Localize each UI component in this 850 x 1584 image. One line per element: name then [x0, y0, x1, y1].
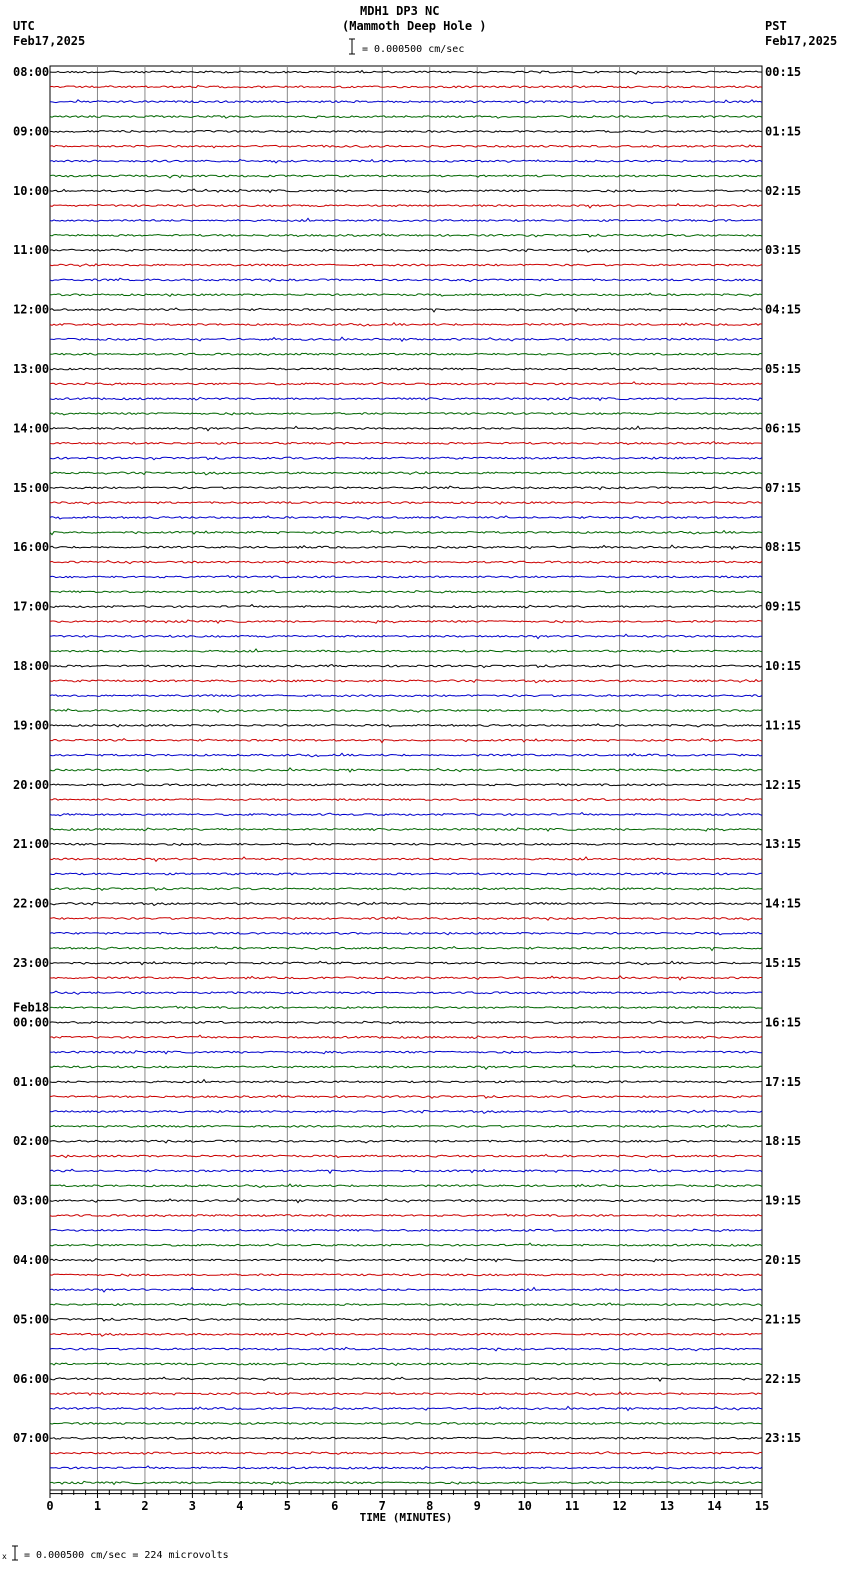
pst-hour-label: 10:15 — [765, 659, 802, 673]
x-tick-label: 9 — [473, 1499, 481, 1513]
trace-line — [50, 545, 762, 549]
pst-hour-label: 04:15 — [765, 302, 802, 317]
trace-line — [50, 442, 762, 445]
utc-hour-label: 08:00 — [13, 65, 50, 79]
trace-line — [50, 131, 762, 133]
time-axis — [46, 1490, 769, 1524]
pst-hour-label: 22:15 — [765, 1371, 802, 1386]
trace-line — [50, 368, 762, 370]
trace-line — [50, 353, 762, 356]
trace-line — [50, 961, 762, 965]
trace-line — [50, 888, 762, 891]
trace-line — [50, 264, 762, 267]
x-tick-label: 3 — [188, 1499, 197, 1513]
trace-line — [50, 1466, 762, 1469]
trace-line — [50, 1452, 762, 1455]
trace-line — [50, 1140, 762, 1143]
utc-hour-label: 03:00 — [13, 1193, 50, 1208]
date-change-label: Feb18 — [13, 1000, 50, 1015]
trace-line — [50, 799, 762, 801]
utc-hour-label: 02:00 — [13, 1134, 50, 1149]
x-tick-label: 14 — [707, 1499, 722, 1513]
pst-hour-label: 05:15 — [765, 362, 802, 376]
pst-hour-label: 12:15 — [765, 777, 802, 792]
utc-hour-label: 00:00 — [13, 1015, 50, 1030]
trace-line — [50, 857, 762, 861]
x-tick-label: 13 — [659, 1499, 675, 1513]
trace-line — [50, 308, 762, 312]
utc-hour-label: 19:00 — [13, 718, 50, 733]
x-tick-label: 2 — [141, 1499, 149, 1513]
x-tick-label: 7 — [378, 1499, 386, 1513]
trace-line — [50, 278, 762, 281]
pst-hour-label: 23:15 — [765, 1431, 802, 1446]
pst-hour-label: 00:15 — [765, 65, 802, 79]
trace-line — [50, 695, 762, 697]
x-tick-label: 6 — [331, 1499, 339, 1513]
pst-hour-label: 01:15 — [765, 124, 802, 139]
scale-legend: = 0.000500 cm/sec — [362, 44, 465, 55]
trace-line — [50, 1006, 762, 1008]
trace-line — [50, 590, 762, 593]
trace-line — [50, 502, 762, 505]
trace-line — [50, 323, 762, 326]
trace-line — [50, 145, 762, 148]
pst-hour-label: 14:15 — [765, 896, 802, 911]
trace-line — [50, 1080, 762, 1083]
pst-zone-label: PST — [765, 19, 787, 33]
pst-hour-label: 02:15 — [765, 183, 802, 198]
utc-hour-label: 12:00 — [13, 302, 50, 317]
trace-line — [50, 843, 762, 845]
trace-line — [50, 1274, 762, 1276]
trace-line — [50, 680, 762, 683]
pst-hour-label: 18:15 — [765, 1134, 802, 1149]
utc-hour-label: 07:00 — [13, 1431, 50, 1446]
utc-hour-label: 14:00 — [13, 421, 50, 436]
utc-hour-label: 10:00 — [13, 183, 50, 198]
trace-line — [50, 709, 762, 712]
trace-line — [50, 71, 762, 75]
trace-line — [50, 516, 762, 519]
trace-line — [50, 1125, 762, 1128]
utc-hour-label: 13:00 — [13, 362, 50, 376]
trace-line — [50, 1392, 762, 1395]
x-tick-label: 1 — [93, 1499, 102, 1513]
station-title: MDH1 DP3 NC — [360, 4, 440, 18]
utc-hour-label: 23:00 — [13, 956, 50, 970]
pst-date-label: Feb17,2025 — [765, 34, 838, 48]
trace-line — [50, 1318, 762, 1321]
trace-line — [50, 976, 762, 980]
trace-line — [50, 86, 762, 88]
trace-line — [50, 413, 762, 415]
utc-hour-label: 06:00 — [13, 1371, 50, 1386]
utc-hour-label: 04:00 — [13, 1253, 50, 1267]
trace-line — [50, 828, 762, 831]
x-axis-title: TIME (MINUTES) — [359, 1511, 453, 1524]
utc-hour-label: 18:00 — [13, 659, 50, 673]
trace-line — [50, 204, 762, 208]
trace-line — [50, 1288, 762, 1293]
trace-line — [50, 1095, 762, 1098]
trace-line — [50, 1347, 762, 1350]
trace-line — [50, 605, 762, 608]
trace-line — [50, 1035, 762, 1038]
trace-line — [50, 561, 762, 564]
trace-line — [50, 457, 762, 460]
pst-hour-label: 19:15 — [765, 1193, 802, 1208]
trace-line — [50, 1184, 762, 1187]
footer-scale-text: = 0.000500 cm/sec = 224 microvolts — [24, 1550, 229, 1561]
utc-hour-label: 01:00 — [13, 1074, 50, 1089]
trace-line — [50, 116, 762, 119]
utc-hour-label: 15:00 — [13, 480, 50, 495]
trace-line — [50, 1021, 762, 1024]
trace-line — [50, 531, 762, 535]
trace-line — [50, 397, 762, 400]
pst-hour-label: 09:15 — [765, 599, 802, 614]
pst-hour-label: 17:15 — [765, 1074, 802, 1089]
utc-hour-label: 20:00 — [13, 777, 50, 792]
trace-line — [50, 1229, 762, 1231]
trace-line — [50, 189, 762, 193]
trace-line — [50, 382, 762, 385]
x-tick-label: 4 — [236, 1499, 244, 1513]
station-location: (Mammoth Deep Hole ) — [342, 19, 487, 33]
trace-line — [50, 1259, 762, 1262]
x-tick-label: 12 — [612, 1499, 627, 1513]
trace-line — [50, 917, 762, 920]
utc-hour-label: 11:00 — [13, 243, 50, 258]
utc-hour-label: 17:00 — [13, 599, 50, 614]
trace-line — [50, 665, 762, 668]
utc-zone-label: UTC — [13, 19, 35, 33]
trace-line — [50, 991, 762, 994]
pst-hour-label: 11:15 — [765, 718, 802, 733]
trace-line — [50, 175, 762, 178]
trace-line — [50, 1303, 762, 1306]
trace-line — [50, 1243, 762, 1246]
x-tick-label: 0 — [46, 1499, 54, 1513]
trace-line — [50, 634, 762, 638]
trace-line — [50, 1406, 762, 1410]
utc-date-label: Feb17,2025 — [13, 34, 86, 48]
trace-line — [50, 160, 762, 163]
trace-line — [50, 1169, 762, 1173]
trace-line — [50, 1377, 762, 1381]
pst-hour-label: 21:15 — [765, 1312, 802, 1327]
trace-line — [50, 337, 762, 341]
trace-line — [50, 1363, 762, 1365]
trace-line — [50, 1422, 762, 1424]
trace-line — [50, 947, 762, 951]
trace-line — [50, 902, 762, 905]
trace-line — [50, 1437, 762, 1439]
trace-line — [50, 620, 762, 623]
trace-line — [50, 1065, 762, 1069]
trace-line — [50, 932, 762, 934]
trace-line — [50, 293, 762, 296]
trace-line — [50, 813, 762, 816]
trace-line — [50, 234, 762, 237]
x-tick-label: 15 — [754, 1499, 770, 1513]
utc-hour-label: 09:00 — [13, 124, 50, 139]
pst-hour-label: 08:15 — [765, 540, 802, 555]
x-tick-label: 11 — [564, 1499, 580, 1513]
trace-line — [50, 1199, 762, 1203]
trace-line — [50, 576, 762, 578]
trace-line — [50, 1051, 762, 1054]
pst-hour-label: 03:15 — [765, 243, 802, 258]
pst-hour-label: 13:15 — [765, 837, 802, 852]
trace-line — [50, 872, 762, 875]
trace-line — [50, 1110, 762, 1113]
utc-hour-label: 22:00 — [13, 896, 50, 911]
trace-line — [50, 100, 762, 104]
trace-line — [50, 753, 762, 757]
pst-hour-label: 06:15 — [765, 421, 802, 436]
utc-hour-label: 16:00 — [13, 540, 50, 555]
trace-line — [50, 1154, 762, 1157]
pst-hour-label: 20:15 — [765, 1253, 802, 1267]
pst-hour-label: 07:15 — [765, 480, 802, 495]
pst-hour-label: 15:15 — [765, 956, 802, 970]
utc-hour-label: 05:00 — [13, 1312, 50, 1327]
utc-hour-label: 21:00 — [13, 837, 50, 852]
x-tick-label: 8 — [426, 1499, 434, 1513]
trace-line — [50, 784, 762, 787]
trace-line — [50, 724, 762, 727]
trace-line — [50, 426, 762, 431]
x-tick-label: 5 — [283, 1499, 291, 1513]
trace-line — [50, 1214, 762, 1217]
pst-hour-label: 16:15 — [765, 1015, 802, 1030]
trace-line — [50, 1481, 762, 1484]
trace-line — [50, 1333, 762, 1336]
trace-line — [50, 249, 762, 252]
trace-line — [50, 218, 762, 221]
trace-line — [50, 649, 762, 652]
x-tick-label: 10 — [517, 1499, 532, 1513]
footer-scale-prefix: x — [2, 1552, 7, 1561]
trace-line — [50, 486, 762, 489]
trace-line — [50, 472, 762, 475]
trace-line — [50, 768, 762, 772]
trace-group — [50, 71, 762, 1485]
trace-line — [50, 739, 762, 743]
